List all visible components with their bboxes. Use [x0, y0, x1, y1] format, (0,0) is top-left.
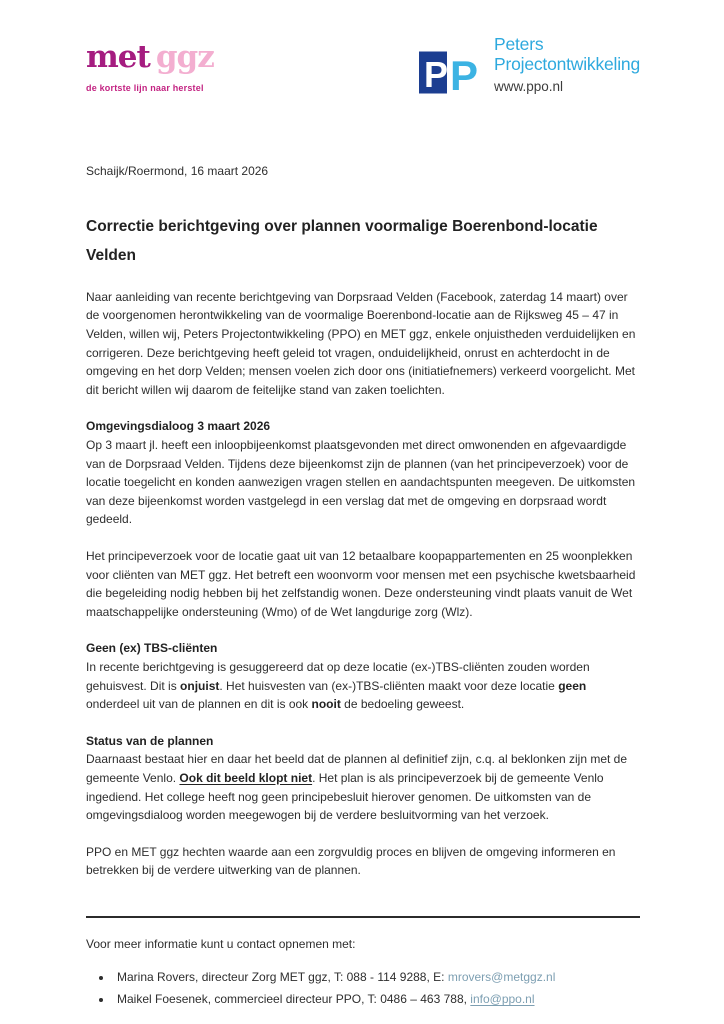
tbs-bold-nooit: nooit [311, 697, 341, 712]
svg-text:P: P [423, 54, 449, 95]
metggz-logo [86, 34, 214, 93]
ppo-name-line1: Peters [494, 34, 544, 54]
tbs-text-2: . Het huisvesten van (ex-)TBS-cliënten maakt voor deze locatie [219, 678, 559, 693]
dateline: Schaijk/Roermond, 16 maart 2026 [86, 164, 269, 178]
section-heading-omgevingsdialoog: Omgevingsdialoog 3 maart 2026 [86, 419, 271, 434]
contact-item-maikel [113, 991, 640, 1008]
ppo-name-line2: Projectontwikkeling [494, 53, 640, 74]
status-text-1: Daarnaast bestaat hier en daar het beeld dat de plannen al definitief zijn, c.q. al beklonken zijn met de gemeente Venlo. [86, 752, 628, 785]
section-heading-status: Status van de plannen [86, 733, 214, 748]
tbs-paragraph [86, 658, 640, 714]
contact-list [86, 969, 640, 1009]
section-tbs [86, 639, 640, 713]
status-paragraph [86, 750, 640, 824]
section-omgevingsdialoog [86, 417, 640, 621]
footer-divider [86, 916, 640, 918]
tbs-text-4: de bedoeling geweest. [340, 697, 465, 712]
ppo-logo-icon [419, 35, 485, 111]
email-link-info-ppo[interactable]: info@ppo.nl [470, 992, 535, 1006]
tbs-bold-onjuist: onjuist [180, 678, 220, 693]
ppo-logo-text [494, 35, 640, 94]
document-title: Correctie berichtgeving over plannen voormalige Boerenbond-locatie Velden [86, 218, 598, 265]
ppo-logo [419, 34, 640, 111]
tbs-text-1: In recente berichtgeving is gesuggereerd dat op deze locatie (ex-)TBS-cliënten zouden worden gehuisvest. Dit is [86, 659, 590, 693]
contact-item-marina [113, 969, 640, 986]
metggz-word-ggz: ggz [155, 39, 214, 75]
status-bold-underline: Ook dit beeld klopt niet [179, 770, 313, 785]
metggz-tagline: de kortste lijn naar herstel [86, 83, 204, 94]
metggz-wordmark [86, 40, 214, 74]
header [86, 34, 640, 116]
contact-text-marina: Marina Rovers, directeur Zorg MET ggz, T: 088 - 114 9288, E: [117, 969, 448, 984]
section-heading-tbs: Geen (ex) TBS-cliënten [86, 641, 218, 656]
ppo-website-url: www.ppo.nl [494, 79, 564, 95]
intro-paragraph: Naar aanleiding van recente berichtgeving van Dorpsraad Velden (Facebook, zaterdag 14 maart) over de voorgenomen herontwikkeling van de voormalige Boerenbond-locatie aan de Rijksweg 45 – 47 in Velden, willen wij, Peters Projectontwikkeling (PPO) en MET ggz, enkele onjuistheden verduidelijken en corrigeren. Deze berichtgeving heeft geleid tot vragen, onduidelijkheid, onrust en achterdocht in de omgeving en het dorp Velden; mensen voelen zich door ons (initiatiefnemers) verkeerd voorgelicht. Met dit bericht willen wij daarom de feitelijke stand van zaken toelichten. [86, 289, 636, 397]
tbs-text-3: onderdeel uit van de plannen en dit is ook [86, 697, 312, 712]
contact-text-maikel: Maikel Foesenek, commercieel directeur PPO, T: 0486 – 463 788, [117, 992, 471, 1006]
contact-intro: Voor meer informatie kunt u contact opnemen met: [86, 936, 356, 951]
tbs-bold-geen: geen [558, 678, 587, 693]
omgevingsdialoog-paragraph-2: Het principeverzoek voor de locatie gaat uit van 12 betaalbare koopappartementen en 25 woonplekken voor cliënten van MET ggz. Het betreft een woonvorm voor mensen met een psychische kwetsbaarheid die begeleiding nodig hebben bij het zelfstandig wonen. Deze ondersteuning vindt plaats vanuit de Wet maatschappelijke ondersteuning (Wmo) of de Wet langdurige zorg (Wlz). [86, 549, 636, 619]
omgevingsdialoog-paragraph-1: Op 3 maart jl. heeft een inloopbijeenkomst plaatsgevonden met direct omwonenden en afgevaardigde van de Dorpsraad Velden. Tijdens deze bijeenkomst zijn de plannen (van het principeverzoek) voor de locatie toegelicht en konden aanwezigen vragen stellen en aandachtspunten meegeven. De uitkomsten van deze bijeenkomst worden vastgelegd in een verslag dat met de omgeving en dorpsraad wordt gedeeld. [86, 438, 636, 527]
status-text-2: . Het plan is als principeverzoek bij de gemeente Venlo ingediend. Het college heeft nog geen principebesluit hierover genomen. De uitkomsten van de omgevingsdialoog worden meegewogen bij de verdere besluitvorming van het verzoek. [86, 770, 604, 823]
email-link-mrovers[interactable]: mrovers@metggz.nl [447, 969, 556, 984]
svg-text:P: P [449, 52, 479, 99]
closing-paragraph: PPO en MET ggz hechten waarde aan een zorgvuldig proces en blijven de omgeving informeren en betrekken bij de verdere uitwerking van de plannen. [86, 844, 616, 878]
section-status [86, 732, 640, 825]
metggz-word-met: met [86, 39, 150, 75]
